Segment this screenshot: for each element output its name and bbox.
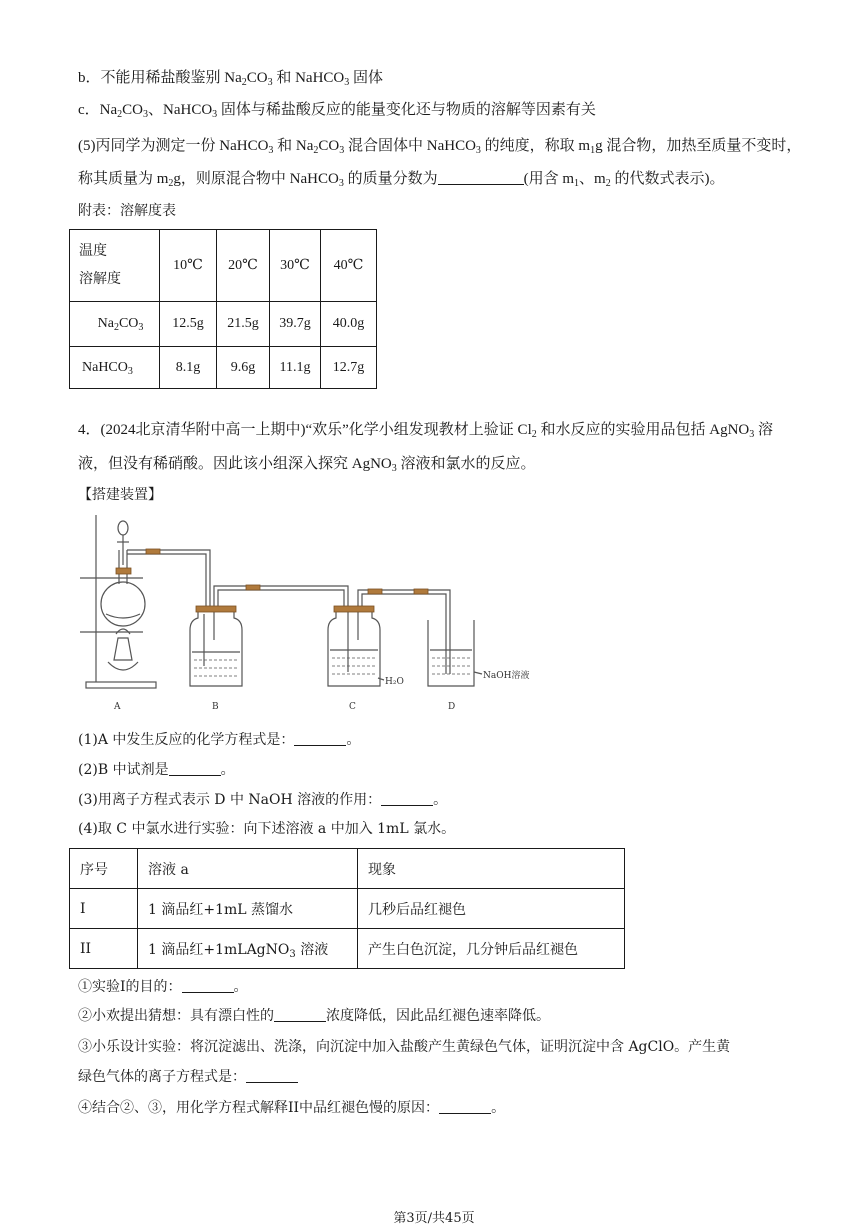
solution-cell: 1 滴品红+1mL 蒸馏水 <box>138 889 358 929</box>
label-a: A <box>114 702 121 712</box>
experiment-table <box>69 848 625 969</box>
option-b: b．不能用稀盐酸鉴别 $Na_2CO_3$ 和 NaHCO$_3$ 固体 <box>78 70 384 88</box>
value-cell: 12.5g <box>160 302 217 347</box>
subquestion-2: ②小欢提出猜想：具有漂白性的 浓度降低，因此品红褪色速率降低。 <box>78 1008 550 1024</box>
appendix-title: 附表：溶解度表 <box>78 203 176 219</box>
header-cell: 序号 <box>70 849 138 889</box>
value-cell: 12.7g <box>321 347 377 389</box>
question-5-line-1: (5)丙同学为测定一份 NaHCO$_3$ 和 $Na_2CO_3$ 混合固体中 NaHCO$_3$ 的纯度，称取 $m_1g$ 混合物，加热至质量不变时， <box>78 138 802 156</box>
answer-blank-q2[interactable] <box>169 761 221 776</box>
header-cell: 现象 <box>358 849 625 889</box>
temp-cell: 40℃ <box>321 230 377 302</box>
temp-cell: 20℃ <box>217 230 270 302</box>
label-d: D <box>448 702 456 712</box>
table-row <box>70 889 625 929</box>
value-cell: 21.5g <box>217 302 270 347</box>
subquestion-3-line-2: 绿色气体的离子方程式是： <box>78 1067 298 1087</box>
label-h2o: H₂O <box>385 677 404 687</box>
option-c: c．$Na_2CO_3$、NaHCO$_3$ 固体与稀盐酸反应的能量变化还与物质的溶解等因素有关 <box>78 102 596 120</box>
page-footer: 第3页/共45页 <box>393 1211 475 1226</box>
subquestion-3-line-1: ③小乐设计实验：将沉淀滤出、洗涤，向沉淀中加入盐酸产生黄绿色气体，证明沉淀中含 AgClO。产生黄 <box>78 1039 731 1055</box>
row-label: NaHCO$_3$ <box>70 347 160 389</box>
temp-cell: 30℃ <box>270 230 321 302</box>
answer-blank-s4[interactable] <box>439 1099 491 1114</box>
label-b: B <box>212 702 219 712</box>
answer-blank-s1[interactable] <box>182 978 234 993</box>
apparatus-diagram <box>78 510 558 715</box>
solubility-table <box>69 229 377 389</box>
observation-cell: 几秒后品红褪色 <box>358 889 625 929</box>
observation-cell: 产生白色沉淀，几分钟后品红褪色 <box>358 929 625 969</box>
answer-blank-q3[interactable] <box>381 791 433 806</box>
header-cell: 溶液 a <box>138 849 358 889</box>
question-4: (4)取 C 中氯水进行实验：向下述溶液 a 中加入 1mL 氯水。 <box>78 821 456 837</box>
value-cell: 11.1g <box>270 347 321 389</box>
value-cell: 9.6g <box>217 347 270 389</box>
question-2: (2)B 中试剂是 。 <box>78 762 235 778</box>
answer-blank-q5[interactable] <box>438 170 524 185</box>
value-cell: 8.1g <box>160 347 217 389</box>
temp-cell: 10℃ <box>160 230 217 302</box>
label-naoh: NaOH溶液 <box>483 671 530 681</box>
table-row <box>70 347 377 389</box>
question-1: (1)A 中发生反应的化学方程式是： 。 <box>78 732 361 748</box>
table-header-cell: 温度 溶解度 <box>70 230 160 302</box>
answer-blank-s2[interactable] <box>274 1007 326 1022</box>
question-4-intro-line-2: 液，但没有稀硝酸。因此该小组深入探究 AgNO$_3$ 溶液和氯水的反应。 <box>78 456 536 474</box>
answer-blank-q1[interactable] <box>294 731 346 746</box>
solution-cell: 1 滴品红+1mLAgNO$_3$ 溶液 <box>138 929 358 969</box>
value-cell: 40.0g <box>321 302 377 347</box>
table-row <box>70 302 377 347</box>
answer-blank-s3[interactable] <box>246 1068 298 1083</box>
value-cell: 39.7g <box>270 302 321 347</box>
subquestion-4: ④结合②、③，用化学方程式解释II中品红褪色慢的原因： 。 <box>78 1100 506 1116</box>
table-row <box>70 929 625 969</box>
setup-title: 【搭建装置】 <box>78 487 162 503</box>
subquestion-1: ①实验I的目的： 。 <box>78 979 248 995</box>
row-id: I <box>70 889 138 929</box>
question-5-line-2: 称其质量为 $m_2g$，则原混合物中 NaHCO$_3$ 的质量分数为 (用含 $m_1$、$m_2$ 的代数式表示)。 <box>78 171 725 189</box>
row-label: $Na_2CO_3$ <box>70 302 160 347</box>
question-3: (3)用离子方程式表示 D 中 NaOH 溶液的作用： 。 <box>78 792 448 808</box>
question-4-intro-line-1: 4．(2024北京清华附中高一上期中)“欢乐”化学小组发现教材上验证 $Cl_2$ 和水反应的实验用品包括 AgNO$_3$ 溶 <box>78 422 773 440</box>
label-c: C <box>349 702 356 712</box>
row-id: II <box>70 929 138 969</box>
